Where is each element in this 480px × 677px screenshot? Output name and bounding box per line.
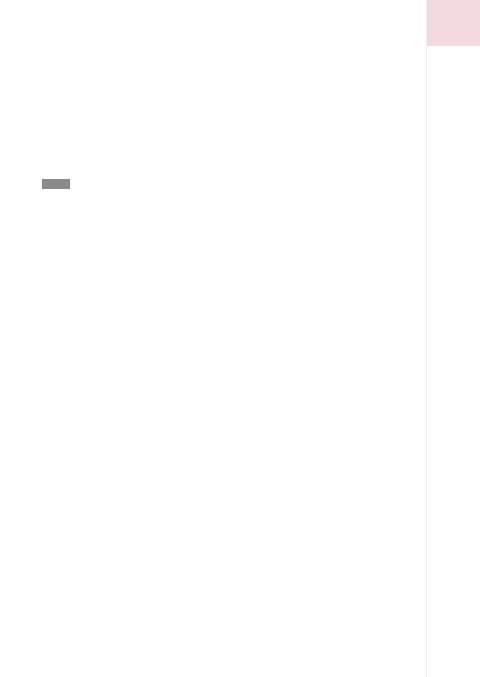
side-index-header [427,0,480,46]
side-index [426,0,480,677]
from-badge [42,179,70,189]
